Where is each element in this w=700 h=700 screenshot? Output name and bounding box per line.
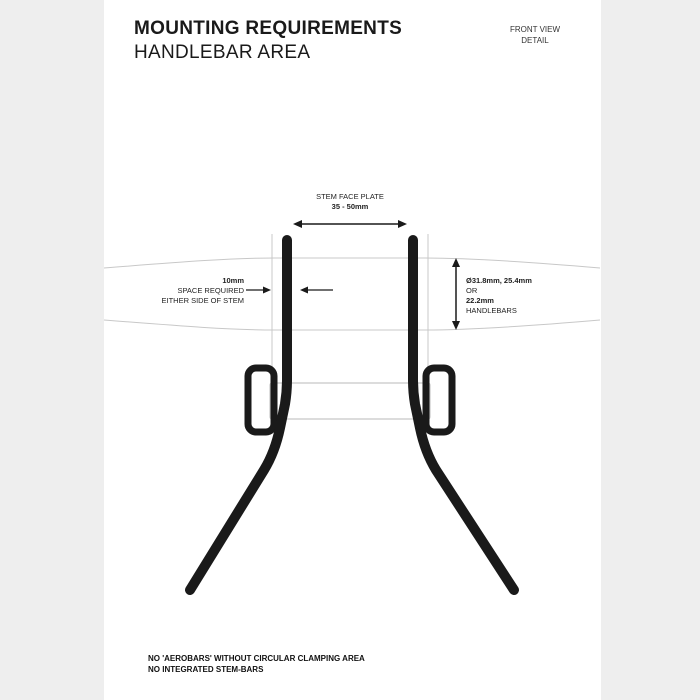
faceplate-label	[300, 192, 400, 212]
diagram-title: MOUNTING REQUIREMENTS	[134, 18, 403, 39]
space-arrowhead-left	[263, 287, 271, 294]
faceplate-arrowhead-right	[398, 220, 407, 228]
faceplate-arrowhead-left	[293, 220, 302, 228]
handlebar-size-line3: 22.2mm	[466, 296, 494, 305]
stem-body	[270, 383, 430, 419]
space-line2: EITHER SIDE OF STEM	[161, 296, 244, 305]
view-label-line2: DETAIL	[521, 36, 549, 45]
handlebar-size-line2: OR	[466, 286, 478, 295]
handlebar-size-label	[466, 276, 532, 316]
handlebar-size-line1: Ø31.8mm, 25.4mm	[466, 276, 532, 285]
handlebar-size-line4: HANDLEBARS	[466, 306, 517, 315]
note-stem-bars: NO INTEGRATED STEM-BARS	[148, 665, 264, 674]
notes	[148, 653, 365, 675]
faceplate-range: 35 - 50mm	[331, 202, 369, 211]
space-arrowhead-right	[300, 287, 308, 294]
handlebar-outline-top	[104, 258, 600, 268]
faceplate-label-text: STEM FACE PLATE	[316, 192, 384, 201]
diagram-subtitle: HANDLEBAR AREA	[134, 42, 311, 63]
diameter-arrowhead-top	[452, 258, 460, 267]
space-value: 10mm	[222, 276, 244, 285]
handlebar-outline-bottom	[104, 320, 600, 330]
view-label-line1: FRONT VIEW	[509, 25, 561, 34]
space-label	[134, 276, 244, 306]
note-aerobars: NO 'AEROBARS' WITHOUT CIRCULAR CLAMPING AREA	[148, 654, 365, 663]
space-line1: SPACE REQUIRED	[177, 286, 244, 295]
diameter-arrowhead-bottom	[452, 321, 460, 330]
